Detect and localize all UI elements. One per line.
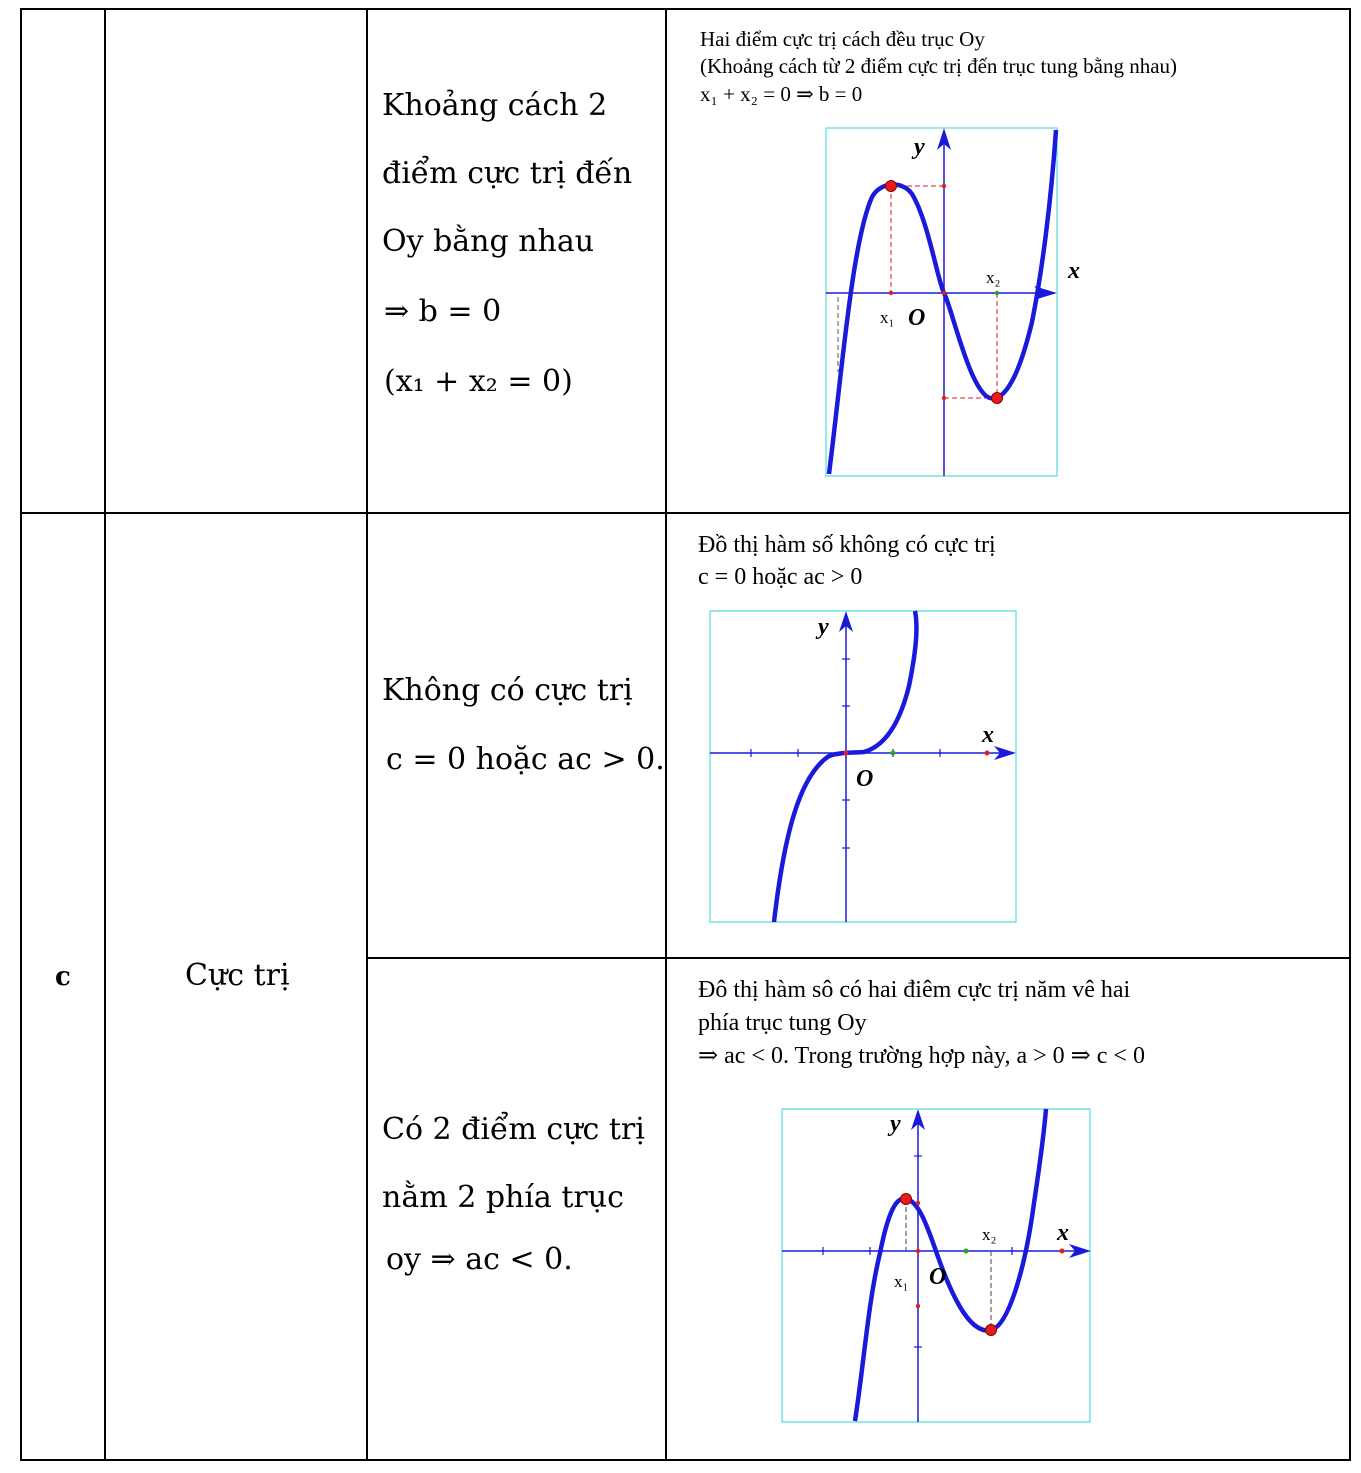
row3-condition-line3: oy ⇒ ac < 0. [386, 1242, 573, 1277]
y-axis-label: y [890, 1111, 901, 1137]
point-on-y-below [916, 1304, 920, 1308]
y-axis-label: y [914, 134, 925, 160]
x2-label: x₂ [982, 1225, 997, 1244]
point-green [891, 751, 896, 756]
point-origin [844, 751, 849, 756]
point-max-on-y [916, 1201, 920, 1205]
table-border-right [1349, 8, 1351, 1461]
row1-condition-line3: Oy bằng nhau [382, 224, 595, 259]
x-axis-label: x [1057, 1220, 1069, 1246]
row1-condition-line5: (x₁ + x₂ = 0) [384, 364, 573, 399]
cubic-curve [855, 1109, 1046, 1421]
max-point [901, 1194, 912, 1205]
point-max-on-y [942, 184, 946, 188]
row2-condition-line1: Không có cực trị [382, 673, 633, 708]
row-group-label: c [55, 962, 71, 992]
row-divider-1 [20, 512, 1351, 514]
table-border-bottom [20, 1459, 1351, 1461]
row3-note-line3: ⇒ ac < 0. Trong trường hợp này, a > 0 ⇒ c < 0 [698, 1043, 1145, 1069]
cubic-curve [829, 130, 1056, 474]
max-point [886, 181, 897, 192]
row1-condition-line4: ⇒ b = 0 [384, 294, 502, 329]
row3-note-line1: Đô thị hàm sô có hai điêm cực trị năm vê hai [698, 977, 1131, 1003]
row3-condition-line1: Có 2 điểm cực trị [382, 1112, 645, 1147]
x1-label: x₁ [894, 1272, 909, 1291]
row1-note-line3: x₁ + x₂ = 0 ⇒ b = 0 [700, 82, 863, 106]
row3-note-line2: phía trục tung Oy [698, 1010, 867, 1036]
origin-label: O [929, 1264, 947, 1290]
row1-note-line1: Hai điểm cực trị cách đều trục Oy [700, 27, 985, 51]
graph-symmetric-extrema [820, 122, 1090, 482]
table-border-top [20, 8, 1351, 10]
point-origin [942, 291, 946, 295]
graph-frame [826, 128, 1057, 476]
column-divider-2 [366, 8, 368, 1461]
point-origin [916, 1249, 920, 1253]
graph-no-extrema [704, 606, 1024, 928]
row1-note-line2: (Khoảng cách từ 2 điểm cực trị đến trục tung bằng nhau) [700, 54, 1178, 78]
row1-condition-line2: điểm cực trị đến [382, 156, 633, 191]
point-x1 [889, 291, 893, 295]
row1-condition-line1: Khoảng cách 2 [382, 88, 608, 123]
point-x-end [1060, 1249, 1065, 1254]
min-point [992, 393, 1003, 404]
x2-label: x₂ [986, 268, 1001, 287]
row2-note-line1: Đồ thị hàm số không có cực trị [698, 532, 996, 558]
x-axis-label: x [982, 722, 994, 748]
x-axis-label: x [1068, 258, 1080, 284]
graph-extrema-opposite-sides [776, 1103, 1096, 1428]
point-x-end [985, 751, 990, 756]
point-x2 [995, 291, 999, 295]
origin-label: O [908, 305, 926, 331]
table-border-left [20, 8, 22, 1461]
cubic-curve [774, 611, 916, 922]
x1-label: x₁ [880, 308, 895, 327]
row-group-name: Cực trị [185, 958, 290, 993]
column-divider-1 [104, 8, 106, 1461]
y-axis-label: y [818, 614, 829, 640]
origin-label: O [856, 766, 874, 792]
min-point [986, 1325, 997, 1336]
row2-condition-line2: c = 0 hoặc ac > 0. [386, 742, 665, 777]
column-divider-3 [665, 8, 667, 1461]
row2-note-line2: c = 0 hoặc ac > 0 [698, 564, 863, 590]
row3-condition-line2: nằm 2 phía trục [382, 1180, 624, 1215]
point-min-on-y [942, 396, 946, 400]
row-divider-2 [366, 957, 1351, 959]
point-green [964, 1249, 969, 1254]
